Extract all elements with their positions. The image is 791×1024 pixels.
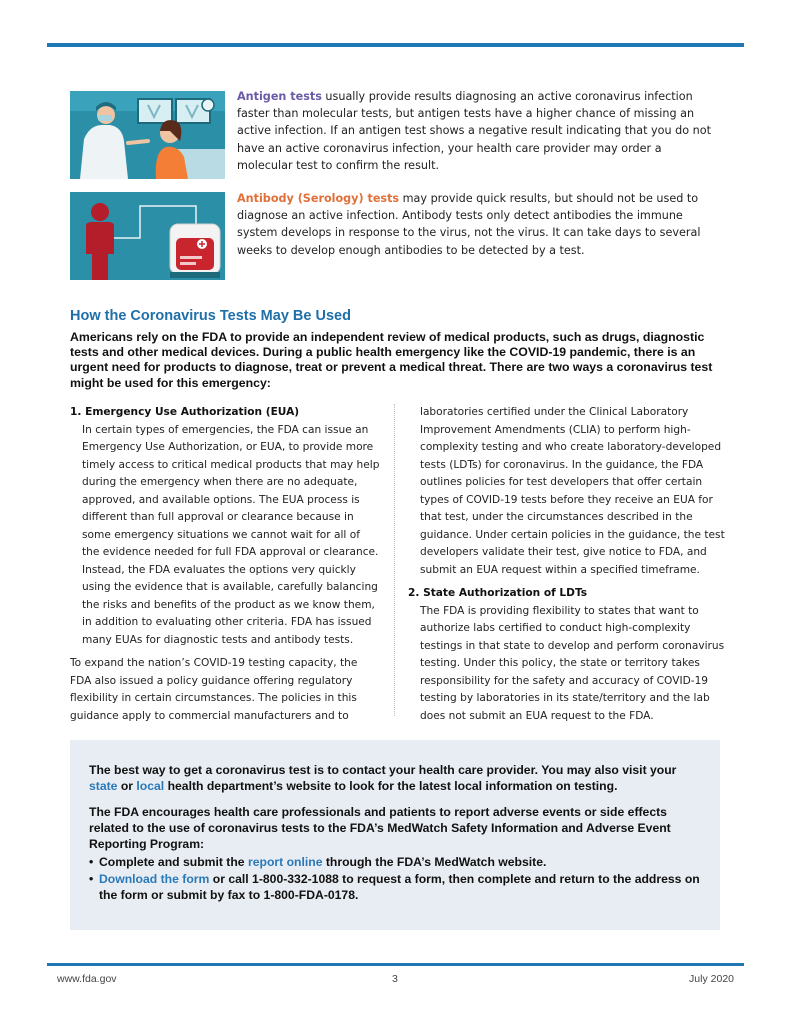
eua-paragraph: In certain types of emergencies, the FDA can issue an Emergency Use Authorization, or EUA, to provide more timely access to critical medical products that may help during the emergency when there are no adequate, approved, and available options. The EUA process is different than full approval or clearance because in some emergency situations we cannot wait for all of the evidence needed for full FDA approval or clearance. Instead, the FDA evaluates the options very quickly using the evidence that is available, carefully balancing the risks and benefits of the product as we know them, in addition to evaluating other criteria. FDA has issued many EUAs for diagnostic tests and antibody tests. xyxy=(82,423,380,646)
antigen-lead: Antigen tests xyxy=(237,90,322,103)
callout-text: The best way to get a coronavirus test is to contact your health care provider. You may also visit your xyxy=(89,763,677,777)
bottom-rule xyxy=(47,963,744,966)
state-authorization-heading: 2. State Authorization of LDTs xyxy=(408,587,588,599)
local-link[interactable]: local xyxy=(136,779,165,794)
footer-page-number: 3 xyxy=(392,973,398,985)
state-link[interactable]: state xyxy=(89,779,118,794)
report-online-link[interactable]: report online xyxy=(247,855,323,869)
bullet-point: • xyxy=(89,855,94,869)
column-divider xyxy=(394,404,395,716)
bullet-text: through the FDA’s MedWatch website. xyxy=(322,855,547,869)
right-column xyxy=(408,404,728,725)
antibody-test-illustration xyxy=(70,192,225,280)
download-form-link[interactable]: Download the form xyxy=(99,872,210,886)
callout-text: or xyxy=(117,779,137,794)
eua-heading: 1. Emergency Use Authorization (EUA) xyxy=(70,406,300,418)
bullet-text: or call 1-800-332-1088 to request a form, then complete and return to the address on the form or submit by fax to 1-800-FDA-0178. xyxy=(99,872,700,903)
antibody-paragraph xyxy=(237,190,717,259)
antigen-paragraph xyxy=(237,88,717,174)
bullet-point: • xyxy=(89,872,94,886)
callout-contact-paragraph xyxy=(89,762,704,794)
bullet-report-online xyxy=(89,854,704,870)
footer-date: July 2020 xyxy=(689,973,734,985)
antibody-text: may provide quick results, but should not be used to diagnose an active infection. Antibody tests only detect antibodies the immune system develops in response to the virus, not the virus. It can take days to several weeks to develop enough antibodies to be detected by a test. xyxy=(237,192,701,257)
antigen-test-illustration xyxy=(70,91,225,179)
section-title: How the Coronavirus Tests May Be Used xyxy=(70,308,351,324)
testing-capacity-paragraph-continued: laboratories certified under the Clinical Laboratory Improvement Amendments (CLIA) to perform high-complexity testing and who create laboratory-developed tests (LDTs) for coronavirus. In the guidance, the FDA outlines policies for test developers that offer certain types of COVID-19 tests before they receive an EUA for that test, under the circumstances described in the guidance. Under certain policies in the guidance, the test developers validate their test, give notice to FDA, and submit an EUA request within a specified timeframe. xyxy=(420,406,725,576)
info-callout-box xyxy=(70,740,720,930)
top-rule xyxy=(47,43,744,47)
section-intro: Americans rely on the FDA to provide an independent review of medical products, such as drugs, diagnostic tests and other medical devices. During a public health emergency like the COVID-19 pandemic, there is an urgent need for products to diagnose, treat or prevent a medical threat. There are two ways a coronavirus test might be used for this emergency: xyxy=(70,330,713,390)
antigen-text: usually provide results diagnosing an active coronavirus infection faster than molecular tests, but antigen tests have a higher chance of missing an active infection. If an antigen test shows a negative result indicating that you do not have an active coronavirus infection, your health care provider may order a molecular test to confirm the result. xyxy=(237,90,711,172)
testing-capacity-paragraph: To expand the nation’s COVID-19 testing capacity, the FDA also issued a policy guidance offering regulatory flexibility in certain circumstances. The policies in this guidance apply to commercial manufacturers and to xyxy=(70,657,358,722)
footer-website: www.fda.gov xyxy=(57,973,117,985)
antibody-lead: Antibody (Serology) tests xyxy=(237,192,400,205)
callout-text: health department’s website to look for the latest local information on testing. xyxy=(164,779,618,794)
bullet-text: Complete and submit the xyxy=(99,855,248,869)
bullet-download-form xyxy=(89,871,704,903)
state-authorization-paragraph: The FDA is providing flexibility to states that want to authorize labs certified to conduct high-complexity testings in that state to develop and perform coronavirus testing. Under this policy, the state or territory takes responsibility for the safety and accuracy of COVID-19 testing by laboratories in its state/territory and the lab does not submit an EUA request to the FDA. xyxy=(420,604,725,722)
callout-report-paragraph: The FDA encourages health care professionals and patients to report adverse events or side effects related to the use of coronavirus tests to the FDA’s MedWatch Safety Information and Adverse Event Reporting Program: xyxy=(89,805,671,852)
left-column xyxy=(70,404,380,725)
